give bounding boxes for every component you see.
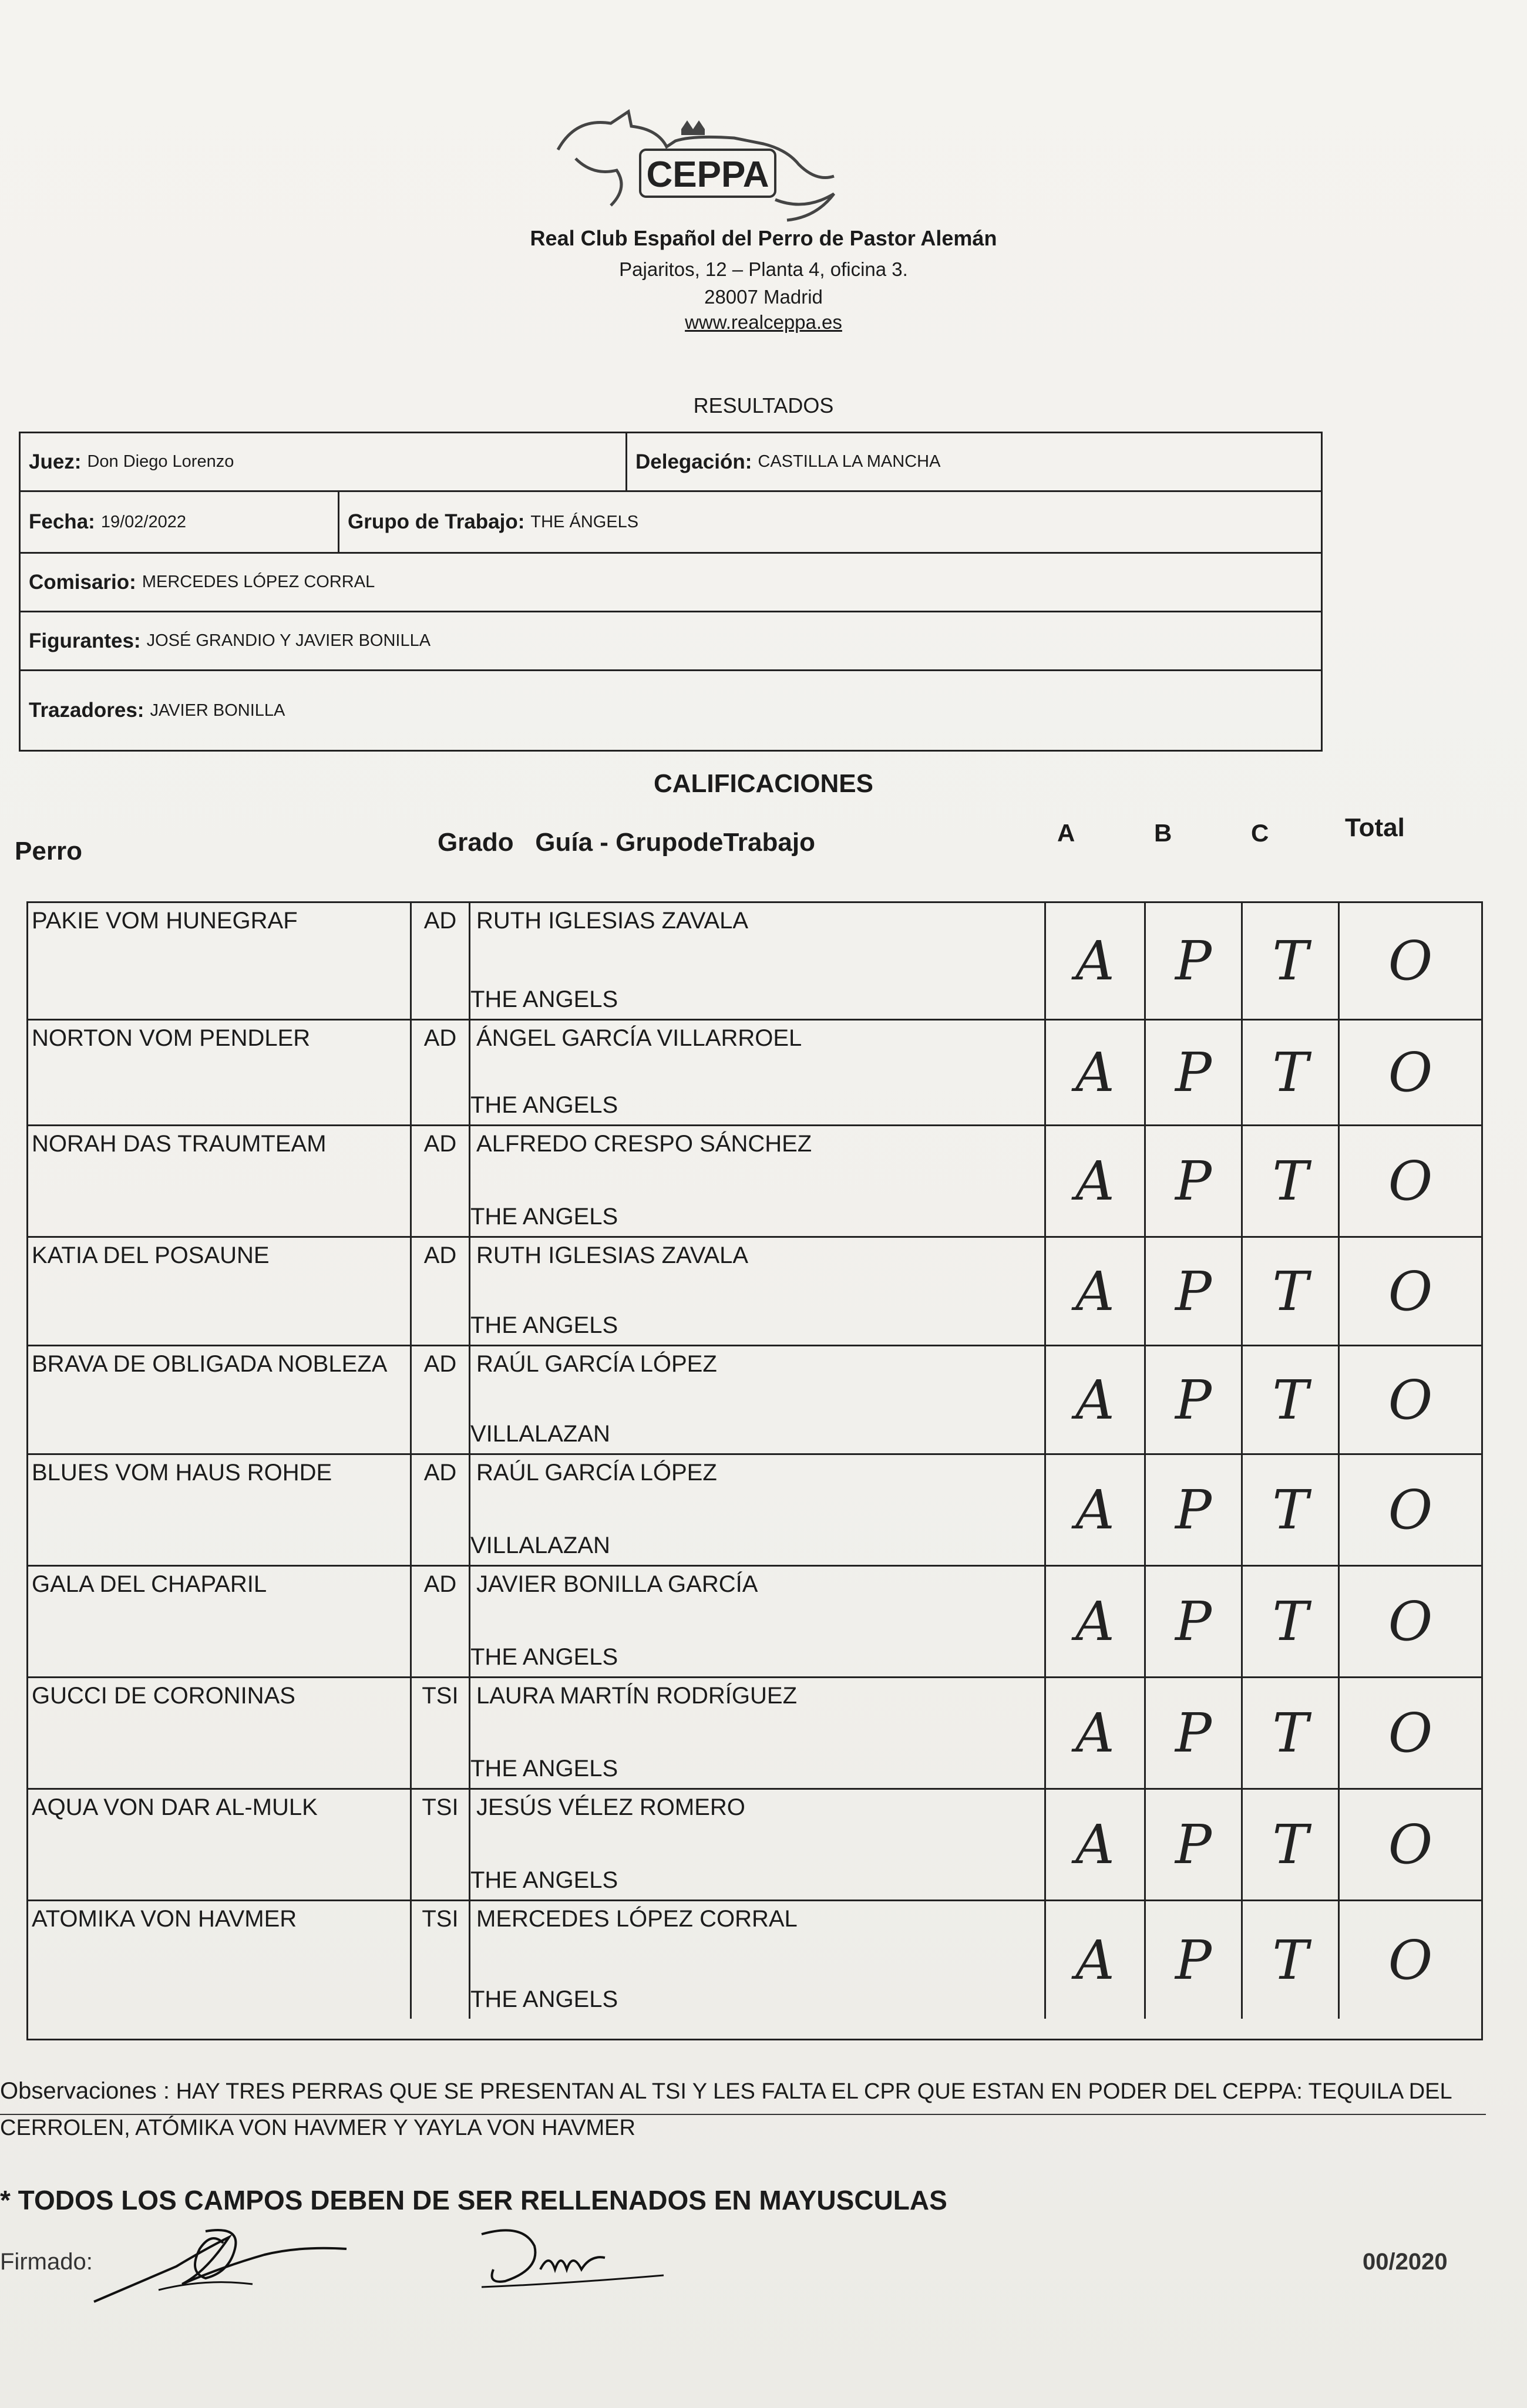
score-total-cell: O: [1338, 1790, 1481, 1900]
guia-name: ÁNGEL GARCÍA VILLARROEL: [476, 1025, 802, 1051]
guia-grupo-cell: [469, 1790, 1044, 1900]
grado-cell: AD: [410, 1346, 469, 1453]
figurantes-field: [21, 612, 1321, 669]
score-total-cell: O: [1338, 1567, 1481, 1676]
table-row: [28, 1678, 1481, 1790]
grado-cell: AD: [410, 1567, 469, 1676]
observaciones-text: HAY TRES PERRAS QUE SE PRESENTAN AL TSI Y LES FALTA EL CPR QUE ESTAN EN PODER DEL CEPPA: TEQUILA DEL CERROLEN, ATÓMIKA VON HAVMER Y YAYLA VON HAVMER: [0, 2079, 1452, 2140]
info-row-comisario: [21, 554, 1321, 612]
dog-name-cell: KATIA DEL POSAUNE: [32, 1242, 270, 1268]
table-row: [28, 1790, 1481, 1901]
score-c-cell: T: [1241, 1567, 1338, 1676]
guia-grupo-cell: [469, 1346, 1044, 1453]
dog-name-cell: GALA DEL CHAPARIL: [32, 1571, 267, 1597]
guia-grupo-cell: [469, 1455, 1044, 1565]
score-a-cell: A: [1044, 903, 1144, 1019]
score-total-cell: O: [1338, 1455, 1481, 1565]
juez-value: Don Diego Lorenzo: [87, 452, 234, 471]
date-partial: 00/2020: [1363, 2249, 1448, 2275]
table-row: [28, 1346, 1481, 1455]
guia-grupo-cell: [469, 1901, 1044, 2019]
grado-cell: TSI: [410, 1678, 469, 1788]
score-a-cell: A: [1044, 1901, 1144, 2019]
col-header-perro: Perro: [15, 837, 82, 865]
comisario-field: [21, 554, 1321, 611]
grado-cell: AD: [410, 1126, 469, 1236]
observaciones-label: Observaciones :: [0, 2078, 170, 2104]
grupo-field: [338, 492, 1324, 552]
grado-cell: TSI: [410, 1790, 469, 1900]
address-line-1: Pajaritos, 12 – Planta 4, oficina 3.: [619, 258, 908, 280]
dog-name-cell: NORTON VOM PENDLER: [32, 1025, 311, 1051]
guia-name: RUTH IGLESIAS ZAVALA: [476, 908, 749, 934]
score-a-cell: A: [1044, 1238, 1144, 1345]
score-a-cell: A: [1044, 1126, 1144, 1236]
score-b-cell: P: [1144, 1346, 1241, 1453]
info-row-trazadores: [21, 671, 1321, 750]
grupo-name: THE ANGELS: [470, 1312, 618, 1338]
fecha-field: [21, 492, 338, 552]
grupo-name: THE ANGELS: [470, 1204, 618, 1230]
score-total-cell: O: [1338, 1678, 1481, 1788]
score-total-cell: O: [1338, 1901, 1481, 2019]
dog-name-cell: BLUES VOM HAUS ROHDE: [32, 1460, 332, 1486]
delegacion-value: CASTILLA LA MANCHA: [758, 452, 941, 471]
score-total-cell: O: [1338, 1021, 1481, 1124]
score-total-cell: O: [1338, 1238, 1481, 1345]
trazadores-value: JAVIER BONILLA: [150, 700, 285, 720]
fecha-label: Fecha:: [29, 510, 95, 533]
score-b-cell: P: [1144, 1021, 1241, 1124]
guia-grupo-cell: [469, 1678, 1044, 1788]
score-b-cell: P: [1144, 1901, 1241, 2019]
score-c-cell: T: [1241, 1346, 1338, 1453]
table-row: [28, 1021, 1481, 1126]
grado-cell: AD: [410, 1021, 469, 1124]
guia-grupo-cell: [469, 1021, 1044, 1124]
guia-name: LAURA MARTÍN RODRÍGUEZ: [476, 1683, 797, 1709]
grupo-name: THE ANGELS: [470, 986, 618, 1012]
signature-comisario: [470, 2217, 681, 2299]
figurantes-value: JOSÉ GRANDIO Y JAVIER BONILLA: [146, 631, 431, 650]
table-row: [28, 1238, 1481, 1346]
score-b-cell: P: [1144, 1678, 1241, 1788]
dog-name-cell: BRAVA DE OBLIGADA NOBLEZA: [32, 1351, 388, 1377]
grado-cell: TSI: [410, 1901, 469, 2019]
grado-cell: AD: [410, 1238, 469, 1345]
table-row: [28, 1901, 1481, 2019]
score-a-cell: A: [1044, 1021, 1144, 1124]
table-row: [28, 1126, 1481, 1238]
score-total-cell: O: [1338, 1126, 1481, 1236]
grupo-name: THE ANGELS: [470, 1986, 618, 2012]
grupo-name: VILLALAZAN: [470, 1533, 610, 1558]
trazadores-field: [21, 671, 1321, 750]
guia-grupo-cell: [469, 1126, 1044, 1236]
grupo-name: THE ANGELS: [470, 1644, 618, 1670]
table-row: [28, 1455, 1481, 1567]
grado-cell: AD: [410, 903, 469, 1019]
calificaciones-title: CALIFICACIONES: [654, 769, 873, 798]
score-a-cell: A: [1044, 1678, 1144, 1788]
col-header-total: Total: [1345, 813, 1405, 842]
guia-name: ALFREDO CRESPO SÁNCHEZ: [476, 1131, 812, 1157]
guia-name: RAÚL GARCÍA LÓPEZ: [476, 1460, 717, 1486]
info-box: [19, 432, 1323, 752]
guia-name: JESÚS VÉLEZ ROMERO: [476, 1794, 745, 1820]
col-header-b: B: [1154, 819, 1172, 847]
address-line-2: 28007 Madrid: [704, 286, 823, 308]
score-b-cell: P: [1144, 1790, 1241, 1900]
trazadores-label: Trazadores:: [29, 699, 144, 722]
club-name: Real Club Español del Perro de Pastor Alemán: [530, 226, 997, 250]
section-title: RESULTADOS: [693, 393, 834, 417]
score-c-cell: T: [1241, 1021, 1338, 1124]
comisario-label: Comisario:: [29, 570, 136, 594]
grupo-value: THE ÁNGELS: [530, 512, 639, 531]
score-b-cell: P: [1144, 1238, 1241, 1345]
delegacion-label: Delegación:: [635, 450, 752, 473]
score-b-cell: P: [1144, 903, 1241, 1019]
guia-grupo-cell: [469, 1238, 1044, 1345]
score-c-cell: T: [1241, 1790, 1338, 1900]
fecha-value: 19/02/2022: [100, 512, 186, 531]
score-total-cell: O: [1338, 903, 1481, 1019]
col-header-a: A: [1057, 819, 1075, 847]
score-b-cell: P: [1144, 1455, 1241, 1565]
grupo-name: VILLALAZAN: [470, 1421, 610, 1447]
delegacion-field: [625, 433, 1324, 490]
guia-name: RAÚL GARCÍA LÓPEZ: [476, 1351, 717, 1377]
score-c-cell: T: [1241, 903, 1338, 1019]
guia-name: JAVIER BONILLA GARCÍA: [476, 1571, 758, 1597]
table-row: [28, 903, 1481, 1021]
score-c-cell: T: [1241, 1678, 1338, 1788]
guia-name: RUTH IGLESIAS ZAVALA: [476, 1242, 749, 1268]
grupo-name: THE ANGELS: [470, 1092, 618, 1118]
score-c-cell: T: [1241, 1455, 1338, 1565]
grupo-label: Grupo de Trabajo:: [348, 510, 525, 533]
ceppa-logo: [540, 94, 846, 235]
dog-name-cell: ATOMIKA VON HAVMER: [32, 1906, 297, 1932]
score-total-cell: O: [1338, 1346, 1481, 1453]
score-a-cell: A: [1044, 1455, 1144, 1565]
info-row-figurantes: [21, 612, 1321, 671]
observaciones-underline: [0, 2114, 1486, 2115]
dog-name-cell: GUCCI DE CORONINAS: [32, 1683, 295, 1709]
score-a-cell: A: [1044, 1346, 1144, 1453]
score-c-cell: T: [1241, 1126, 1338, 1236]
grades-table: [26, 901, 1483, 2040]
grado-cell: AD: [410, 1455, 469, 1565]
observaciones: [0, 2073, 1504, 2146]
score-c-cell: T: [1241, 1901, 1338, 2019]
score-b-cell: P: [1144, 1126, 1241, 1236]
col-header-c: C: [1251, 819, 1269, 847]
guia-grupo-cell: [469, 1567, 1044, 1676]
footnote: * TODOS LOS CAMPOS DEBEN DE SER RELLENADOS EN MAYUSCULAS: [0, 2185, 947, 2215]
dog-name-cell: AQUA VON DAR AL-MULK: [32, 1794, 318, 1820]
signature-judge: [88, 2214, 370, 2313]
figurantes-label: Figurantes:: [29, 629, 141, 652]
grupo-name: THE ANGELS: [470, 1756, 618, 1781]
dog-name-cell: PAKIE VOM HUNEGRAF: [32, 908, 298, 934]
guia-name: MERCEDES LÓPEZ CORRAL: [476, 1906, 798, 1932]
table-row: [28, 1567, 1481, 1678]
juez-field: [21, 433, 625, 490]
guia-grupo-cell: [469, 903, 1044, 1019]
firmado-label: Firmado:: [0, 2249, 93, 2275]
logo-text: CEPPA: [646, 154, 769, 195]
juez-label: Juez:: [29, 450, 82, 473]
score-c-cell: T: [1241, 1238, 1338, 1345]
info-row-juez: [21, 433, 1321, 492]
col-header-grado-guia: Grado Guía - GrupodeTrabajo: [438, 828, 815, 857]
website-link[interactable]: www.realceppa.es: [685, 311, 842, 333]
grupo-name: THE ANGELS: [470, 1867, 618, 1893]
score-b-cell: P: [1144, 1567, 1241, 1676]
comisario-value: MERCEDES LÓPEZ CORRAL: [142, 572, 375, 591]
score-a-cell: A: [1044, 1790, 1144, 1900]
dog-name-cell: NORAH DAS TRAUMTEAM: [32, 1131, 327, 1157]
info-row-fecha: [21, 492, 1321, 554]
score-a-cell: A: [1044, 1567, 1144, 1676]
